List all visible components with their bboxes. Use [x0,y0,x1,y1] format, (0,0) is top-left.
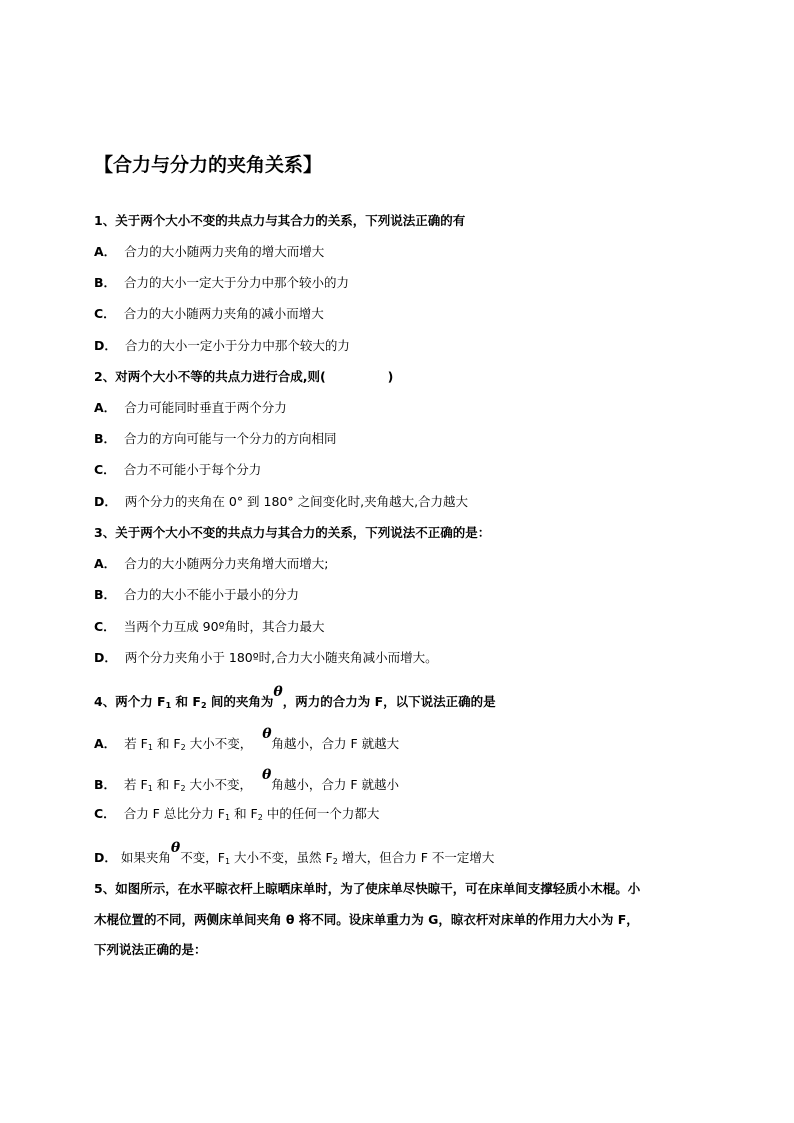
stem-part: 间的夹角为 [210,694,274,709]
subscript-2: 2 [257,813,263,822]
option-label: B． [94,431,117,446]
question-1-option-c [94,306,324,322]
option-text: 合力的大小一定大于分力中那个较小的力 [124,275,350,290]
theta-symbol: θ [262,767,272,783]
option-text: 合力的大小随两分力夹角增大而增大; [124,556,329,571]
question-1-option-d [94,338,350,354]
option-text: 合力可能同时垂直于两个分力 [124,400,287,415]
question-5-line-1: 5、如图所示，在水平晾衣杆上晾晒床单时，为了使床单尽快晾干，可在床单间支撑轻质小木棍。小 [94,881,641,896]
option-text: 角越小，合力 F 就越小 [271,777,400,792]
subscript-1: 1 [224,857,231,866]
option-text: 合力的大小随两力夹角的减小而增大 [123,306,324,321]
subscript-1: 1 [147,784,153,793]
subscript-1: 1 [165,701,172,710]
question-2-option-b [94,431,337,447]
question-4-stem [94,684,496,710]
option-text: 大小不变， [189,777,253,792]
subscript-2: 2 [200,701,207,710]
option-text: 中的任何一个力都大 [266,806,380,821]
answer-blank-close: ) [387,369,394,384]
question-2-option-d [94,494,468,510]
question-2-stem [94,369,393,385]
question-3-stem: 3、关于两个大小不变的共点力与其合力的关系，下列说法不正确的是： [94,525,491,540]
option-text: 和 F [156,777,181,792]
subscript-1: 1 [225,813,231,822]
question-4-option-a [94,726,400,752]
subscript-1: 1 [147,743,153,752]
option-text: 若 F [124,736,148,751]
question-1-option-a [94,244,324,260]
question-3-option-d [94,650,438,666]
question-4-option-c [94,806,379,822]
option-text: 当两个力互成 90º角时，其合力最大 [123,619,325,634]
theta-symbol: θ [170,840,181,856]
option-label: D． [94,494,117,509]
question-5-line-2: 木棍位置的不同，两侧床单间夹角 θ 将不同。设床单重力为 G，晾衣杆对床单的作用力大小为 F， [94,912,639,927]
option-label: C． [94,462,116,477]
subscript-2: 2 [332,857,338,866]
option-label: A． [94,736,117,751]
option-text: 大小不变，虽然 F [234,850,333,865]
theta-symbol: θ [273,684,283,700]
option-text: 合力 F 总比分力 F [123,806,225,821]
section-title: 【合力与分力的夹角关系】 [94,154,323,176]
stem-part: 和 F [175,694,201,709]
option-label: C． [94,619,116,634]
option-label: A． [94,400,117,415]
option-label: A． [94,556,117,571]
option-label: D． [94,338,117,353]
option-label: B． [94,275,117,290]
option-text: 不变，F [180,850,225,865]
option-text: 合力的大小不能小于最小的分力 [124,587,300,602]
option-text: 两个分力的夹角在 0° 到 180° 之间变化时,夹角越大,合力越大 [124,494,469,509]
option-text: 合力的方向可能与一个分力的方向相同 [124,431,337,446]
option-text: 增大，但合力 F 不一定增大 [341,850,495,865]
option-text: 如果夹角 [120,850,171,865]
question-2-option-c [94,462,261,478]
stem-part: ，两力的合力为 F，以下说法正确的是 [282,694,496,709]
option-text: 若 F [124,777,148,792]
option-label: D． [94,850,117,865]
option-label: C． [94,806,116,821]
option-text: 合力的大小一定小于分力中那个较大的力 [124,338,350,353]
option-label: C． [94,306,116,321]
option-text: 两个分力夹角小于 180º时,合力大小随夹角减小而增大。 [124,650,438,665]
question-3-option-c [94,619,324,635]
option-text: 和 F [156,736,181,751]
theta-symbol: θ [262,726,272,742]
question-2-option-a [94,400,287,416]
subscript-2: 2 [180,743,186,752]
option-text: 角越小，合力 F 就越大 [271,736,400,751]
question-3-option-b [94,587,299,603]
question-1-stem: 1、关于两个大小不变的共点力与其合力的关系，下列说法正确的有 [94,213,466,228]
option-text: 大小不变， [189,736,253,751]
question-4-option-b [94,767,400,793]
option-label: A． [94,244,117,259]
option-text: 合力不可能小于每个分力 [123,462,262,477]
question-1-option-b [94,275,349,291]
stem-part: 4、两个力 F [94,694,166,709]
option-text: 合力的大小随两力夹角的增大而增大 [124,244,325,259]
question-4-option-d [94,840,495,866]
option-label: B． [94,777,117,792]
question-5-line-3: 下列说法正确的是： [94,942,207,957]
option-label: D． [94,650,117,665]
question-2-stem-text: 2、对两个大小不等的共点力进行合成,则( [94,369,326,384]
subscript-2: 2 [180,784,186,793]
question-3-option-a [94,556,328,572]
option-label: B． [94,587,117,602]
option-text: 和 F [234,806,258,821]
